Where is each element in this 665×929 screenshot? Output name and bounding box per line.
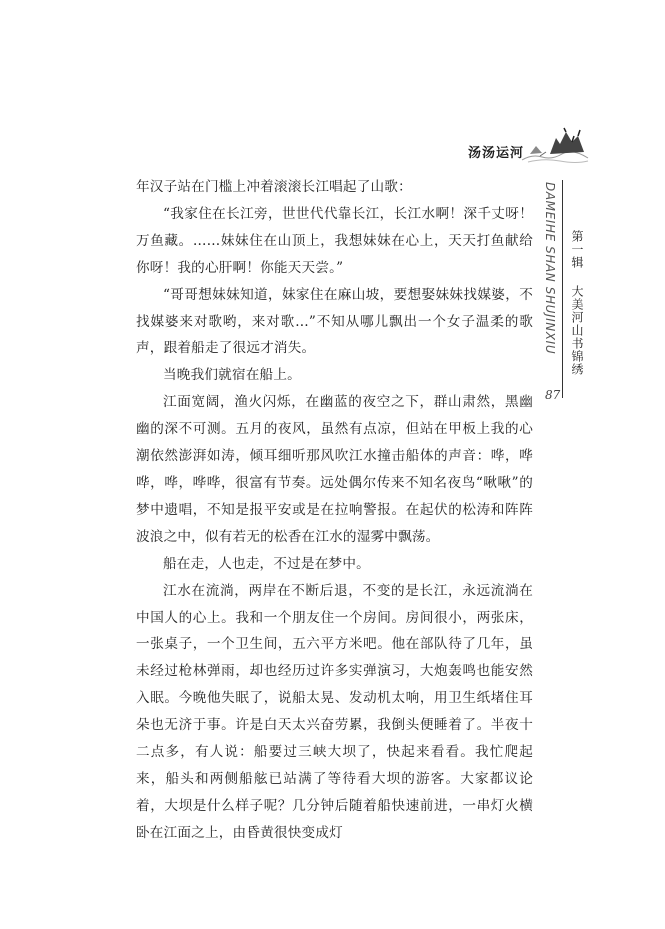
side-divider xyxy=(562,180,563,398)
paragraph: “我家住在长江旁，世世代代靠长江，长江水啊！深千丈呀！万鱼藏。……妹妹住在山顶上，我想妹妹在心上，天天打鱼献给你呀！我的心肝啊！你能天天尝。” xyxy=(136,205,533,276)
paragraph: 船在走，人也走，不过是在梦中。 xyxy=(163,555,370,572)
paragraph: “哥哥想妹妹知道，妹家住在麻山坡，要想娶妹妹找媒婆，不找媒婆来对歌哟，来对歌…”不知从哪儿飘出一个女子温柔的歌声，跟着船走了很远才消失。 xyxy=(136,286,533,357)
side-latin-title: DAMEIHE SHAN SHUJINXIU xyxy=(543,182,557,355)
running-title: 汤汤运河 xyxy=(468,146,525,161)
paragraph: 当晚我们就宿在船上。 xyxy=(163,367,301,384)
page-number: 87 xyxy=(545,388,561,402)
paragraph: 江面宽阔，渔火闪烁，在幽蓝的夜空之下，群山肃然，黑幽幽的深不可测。五月的夜风，虽然有点凉，但站在甲板上我的心潮依然澎湃如涛，倾耳细听那风吹江水撞击船体的声音：哗，哗哗，哗，哗哗，很富有节奏。远处偶尔传来不知名夜鸟“啾啾”的梦中遗唱，不知是报平安或是在拉响警报。在起伏的松涛和阵阵波浪之中，似有若无的松香在江水的湿雾中飘荡。 xyxy=(136,394,533,545)
body-text xyxy=(136,174,533,847)
running-header xyxy=(440,124,590,168)
paragraph: 江水在流淌，两岸在不断后退，不变的是长江，永远流淌在中国人的心上。我和一个朋友住一个房间。房间很小，两张床，一张桌子，一个卫生间，五六平方米吧。他在部队待了几年，虽未经过枪林弹雨，却也经历过许多实弹演习，大炮轰鸣也能安然入眠。今晚他失眠了，说船太晃、发动机太响，用卫生纸堵住耳朵也无济于事。许是白天太兴奋劳累，我倒头便睡着了。半夜十二点多，有人说：船要过三峡大坝了，快起来看看。我忙爬起来，船头和两侧船舷已站满了等待看大坝的游客。大家都议论着，大坝是什么样子呢？几分钟后随着船快速前进，一串灯火横卧在江面之上，由昏黄很快变成灯 xyxy=(136,582,533,841)
side-section-title: 大美河山书锦绣 xyxy=(570,285,584,376)
paragraph: 年汉子站在门槛上冲着滚滚长江唱起了山歌： xyxy=(136,179,412,195)
ink-landscape-icon xyxy=(520,124,590,164)
side-chapter-label: 第一辑 xyxy=(570,230,584,269)
